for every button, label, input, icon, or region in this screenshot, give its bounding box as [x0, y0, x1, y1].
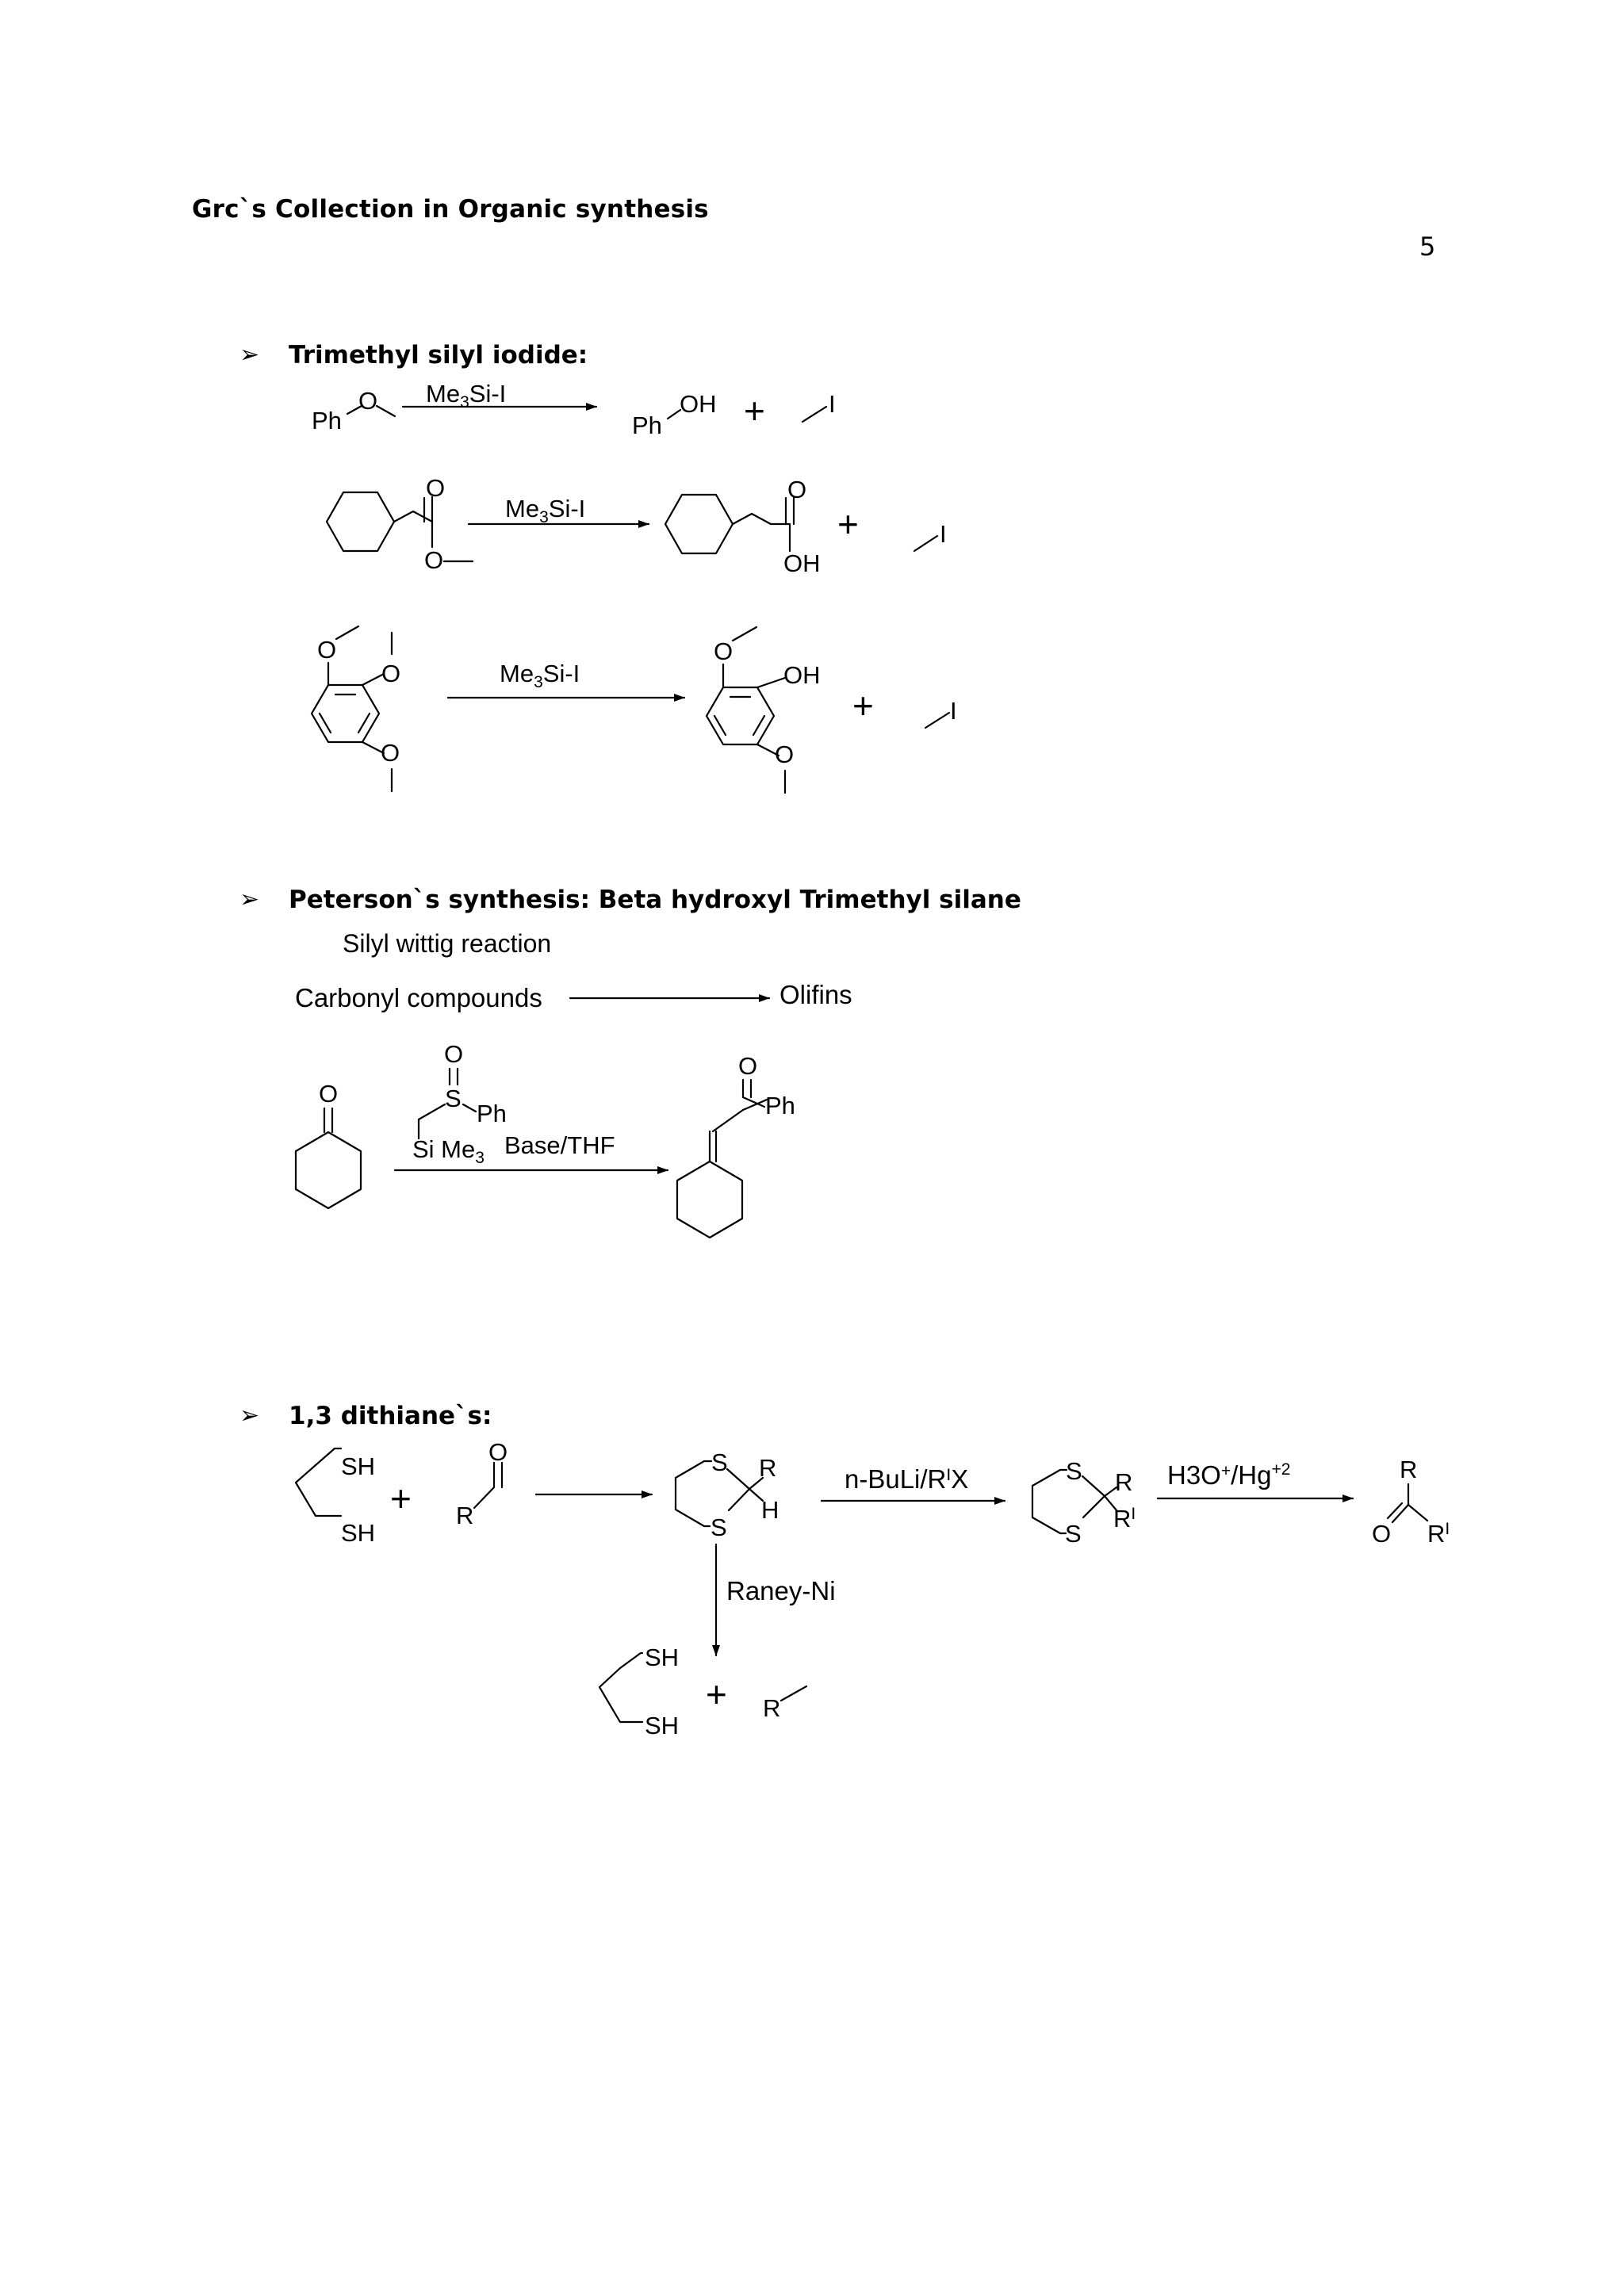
label-carbonyl: Carbonyl compounds: [295, 983, 542, 1012]
svg-text:O: O: [381, 739, 400, 767]
label-raney-ni: Raney-Ni: [726, 1576, 836, 1605]
cyclohexane-ring: [665, 495, 733, 553]
cyclohexane-ring: [677, 1161, 742, 1238]
bullet-icon: ➢: [239, 886, 260, 913]
cyclohexanone-ring: [296, 1132, 361, 1208]
svg-text:SH: SH: [645, 1644, 680, 1671]
label-r-prime: $R^I$: [1113, 1505, 1136, 1533]
svg-text:S: S: [1066, 1457, 1082, 1485]
svg-text:O: O: [714, 637, 733, 665]
svg-text:O: O: [787, 476, 807, 503]
bullet-icon: ➢: [239, 342, 260, 368]
svg-text:+: +: [837, 503, 859, 545]
svg-text:R: R: [759, 1454, 777, 1482]
svg-text:O: O: [381, 660, 401, 687]
plus-sign: +: [744, 390, 765, 431]
reaction-1: [312, 380, 836, 439]
peterson-overview: [295, 980, 852, 1012]
page-number: 5: [1419, 232, 1436, 262]
svg-text:+: +: [390, 1478, 412, 1519]
svg-text:O: O: [488, 1438, 508, 1466]
label-reagent: $Me_3Si-I$: [505, 495, 586, 526]
svg-text:SH: SH: [341, 1519, 376, 1547]
svg-text:R: R: [1400, 1456, 1418, 1483]
svg-text:O: O: [444, 1040, 464, 1068]
label-h3o-hg: $H3O^+/Hg^{+2}$: [1167, 1460, 1291, 1490]
svg-text:I: I: [940, 520, 947, 548]
svg-text:Ph: Ph: [765, 1092, 795, 1119]
label-reagent: $Me_3Si-I$: [500, 660, 580, 691]
svg-text:SH: SH: [341, 1452, 376, 1480]
label-o: O: [358, 387, 378, 415]
svg-text:Ph: Ph: [477, 1100, 507, 1127]
svg-text:+: +: [706, 1674, 727, 1715]
svg-text:SH: SH: [645, 1712, 680, 1739]
label-iodide: I: [829, 390, 836, 418]
label-reagent: $Me_3Si-I$: [426, 380, 507, 411]
section-subtitle-peterson: Silyl wittig reaction: [343, 929, 552, 958]
svg-text:OH: OH: [783, 661, 821, 689]
section-title-tmsi: Trimethyl silyl iodide:: [289, 341, 588, 369]
svg-text:O: O: [317, 636, 337, 664]
cyclohexane-ring: [327, 492, 394, 551]
svg-text:R: R: [456, 1502, 474, 1529]
svg-text:OH: OH: [783, 549, 821, 577]
svg-text:O: O: [319, 1080, 339, 1108]
svg-text:R: R: [1115, 1468, 1133, 1496]
svg-text:I: I: [950, 697, 957, 725]
svg-text:S: S: [711, 1448, 728, 1476]
peterson-reaction: [296, 1040, 795, 1238]
svg-text:O: O: [738, 1052, 758, 1080]
page-header: Grc`s Collection in Organic synthesis: [192, 195, 709, 224]
bullet-icon: ➢: [239, 1402, 260, 1429]
svg-text:H: H: [761, 1496, 779, 1524]
reaction-3: [312, 626, 957, 793]
reaction-2: [327, 474, 947, 577]
svg-text:+: +: [852, 685, 874, 726]
label-oh: OH: [680, 390, 717, 418]
svg-text:O: O: [426, 474, 446, 502]
label-r-prime: $R^I$: [1427, 1520, 1450, 1548]
svg-text:S: S: [445, 1085, 462, 1112]
svg-text:O: O: [424, 546, 444, 574]
svg-text:O: O: [775, 740, 795, 768]
svg-text:S: S: [1065, 1520, 1082, 1548]
svg-text:Ph: Ph: [632, 411, 662, 439]
label-nbuli: $n-BuLi/R^IX$: [845, 1464, 969, 1494]
section-title-dithiane: 1,3 dithiane`s:: [289, 1402, 492, 1430]
label-olifins: Olifins: [779, 980, 852, 1009]
label-ph: Ph: [312, 407, 342, 434]
svg-text:R: R: [763, 1694, 781, 1722]
label-base-thf: Base/THF: [504, 1131, 615, 1159]
dithiane-reaction: [296, 1438, 1450, 1739]
section-title-peterson: Peterson`s synthesis: Beta hydroxyl Trimethyl silane: [289, 886, 1021, 914]
svg-text:S: S: [710, 1513, 727, 1541]
svg-text:O: O: [1372, 1520, 1392, 1548]
label-si-me3: Si $Me_3$: [412, 1135, 485, 1167]
